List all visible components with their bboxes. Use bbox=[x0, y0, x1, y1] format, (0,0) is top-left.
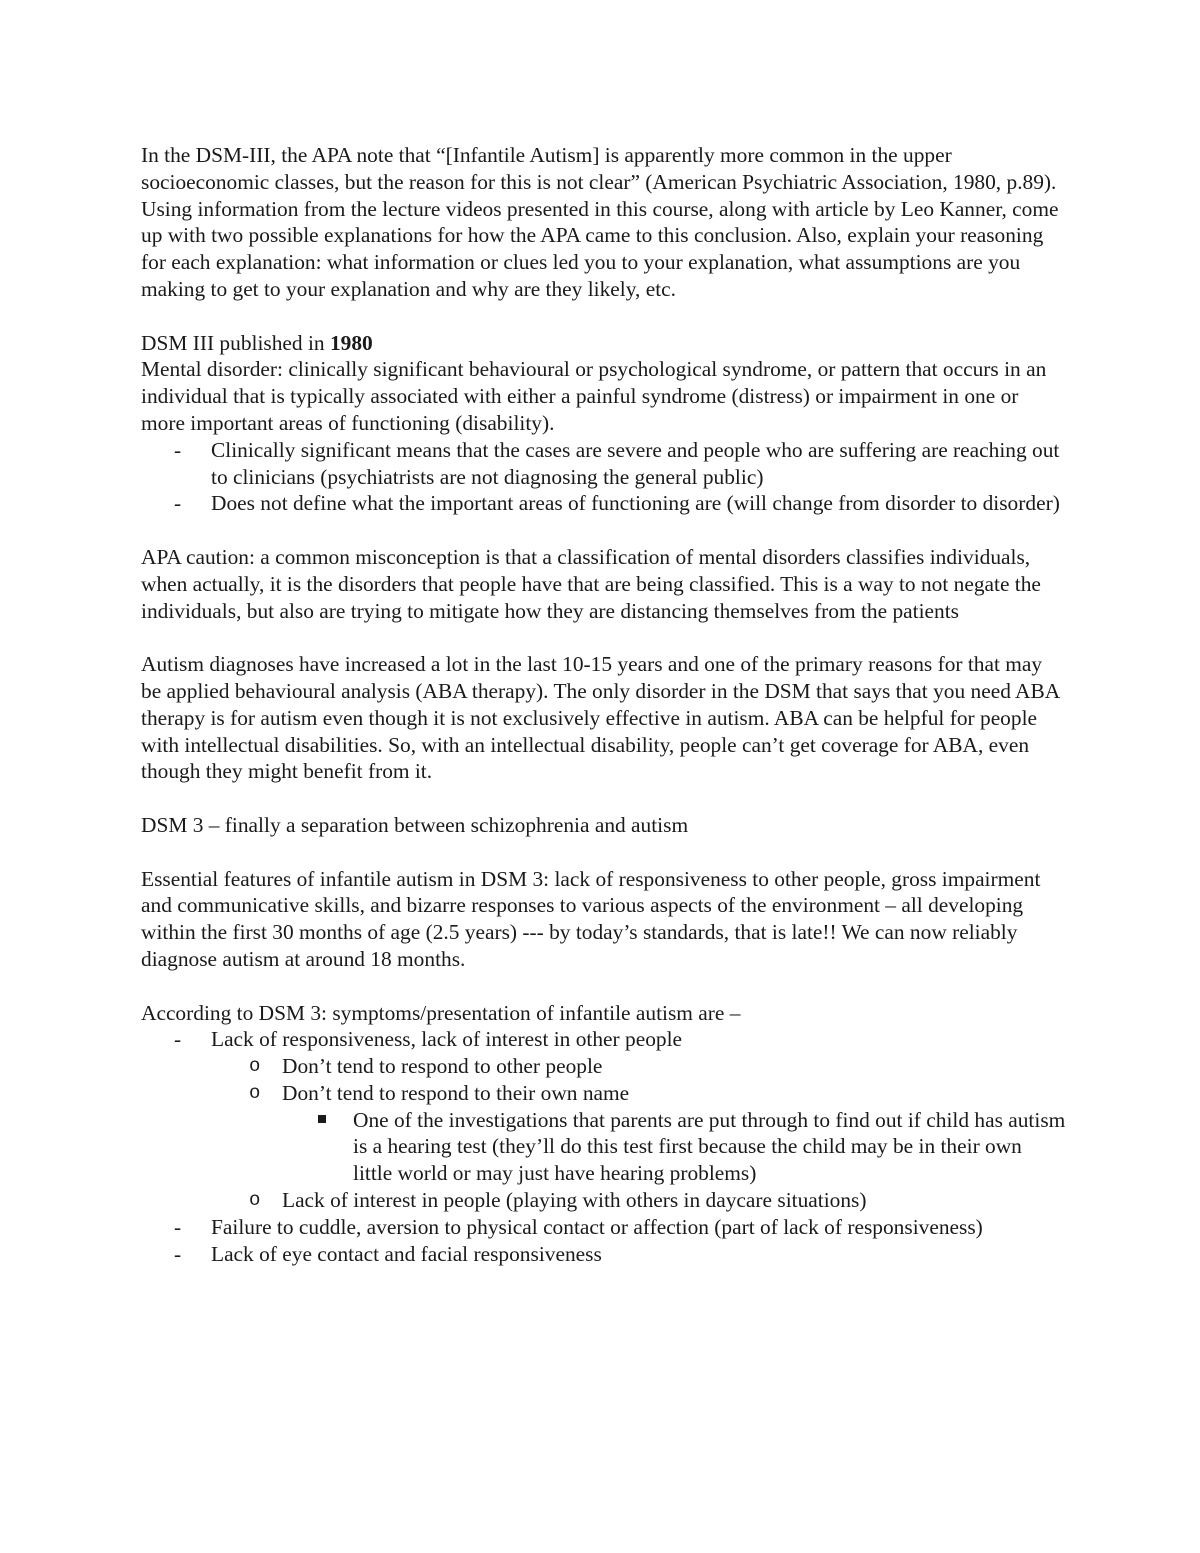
mental-disorder-definition: Mental disorder: clinically significant behavioural or psychological syndrome, or pattern that occurs in an individual that is typically associated with either a painful syndrome (distress) or impairment in one or more important areas of functioning (disability). bbox=[141, 357, 1047, 435]
list-item-text: Lack of responsiveness, lack of interest in other people bbox=[211, 1027, 683, 1052]
separation-paragraph: DSM 3 – finally a separation between schizophrenia and autism bbox=[141, 812, 689, 837]
symptoms-intro: According to DSM 3: symptoms/presentation of infantile autism are – bbox=[141, 1000, 741, 1025]
list-item bbox=[141, 1214, 1066, 1241]
list-item bbox=[141, 1187, 1066, 1214]
symptoms-list bbox=[141, 1026, 1066, 1267]
list-item bbox=[141, 1080, 1066, 1187]
dash-marker: - bbox=[174, 1241, 182, 1266]
circle-marker: o bbox=[249, 1055, 261, 1078]
list-item bbox=[141, 1241, 1066, 1268]
dsm3-bullet-list bbox=[141, 437, 1066, 517]
aba-paragraph: Autism diagnoses have increased a lot in the last 10-15 years and one of the primary reasons for that may be applied behavioural analysis (ABA therapy). The only disorder in the DSM that says that you need ABA therapy is for autism even though it is not exclusively effective in autism. ABA can be helpful for people with intellectual disabilities. So, with an intellectual disability, people can’t get coverage for ABA, even though they might benefit from it. bbox=[141, 652, 1060, 784]
list-item-text: Lack of eye contact and facial responsiveness bbox=[211, 1241, 602, 1266]
dash-marker: - bbox=[174, 1214, 182, 1239]
symptoms-subsublist bbox=[282, 1107, 1066, 1187]
circle-marker: o bbox=[249, 1189, 261, 1212]
list-item-text: Don’t tend to respond to their own name bbox=[282, 1080, 630, 1105]
list-item-text: Clinically significant means that the cases are severe and people who are suffering are reaching out to clinicians (psychiatrists are not diagnosing the general public) bbox=[211, 437, 1060, 489]
symptoms-sublist bbox=[211, 1053, 1066, 1214]
circle-marker: o bbox=[249, 1081, 261, 1104]
dash-marker: - bbox=[174, 437, 182, 462]
list-item bbox=[141, 437, 1066, 491]
square-bullet-marker bbox=[318, 1115, 326, 1123]
assignment-prompt: In the DSM-III, the APA note that “[Infantile Autism] is apparently more common in the upper socioeconomic classes, but the reason for this is not clear” (American Psychiatric Association, 1980, p.89). Using information from the lecture videos presented in this course, along with article by Leo Kanner, come up with two possible explanations for how the APA came to this conclusion. Also, explain your reasoning for each explanation: what information or clues led you to your explanation, what assumptions are you making to get to your explanation and why are they likely, etc. bbox=[141, 143, 1059, 301]
spacer bbox=[141, 839, 1066, 866]
spacer bbox=[141, 517, 1066, 544]
apa-caution-paragraph: APA caution: a common misconception is that a classification of mental disorders classifies individuals, when actually, it is the disorders that people have that are being classified. This is a way to not negate the individuals, but also are trying to mitigate how they are distancing themselves from the patients bbox=[141, 544, 1041, 623]
spacer bbox=[141, 973, 1066, 1000]
list-item bbox=[141, 1053, 1066, 1080]
list-item-text: Failure to cuddle, aversion to physical contact or affection (part of lack of responsiveness) bbox=[211, 1214, 983, 1239]
dash-marker: - bbox=[174, 1027, 182, 1052]
list-item-text: One of the investigations that parents are put through to find out if child has autism is a hearing test (they’ll do this test first because the child may be in their own little world or may just have hearing problems) bbox=[353, 1107, 1066, 1186]
list-item bbox=[141, 1026, 1066, 1214]
list-item bbox=[141, 1107, 1066, 1187]
dsm3-published-year: 1980 bbox=[329, 330, 373, 355]
essential-features-paragraph: Essential features of infantile autism in DSM 3: lack of responsiveness to other people, gross impairment and communicative skills, and bizarre responses to various aspects of the environment – all developing within the first 30 months of age (2.5 years) --- by today’s standards, that is late!! We can now reliably diagnose autism at around 18 months. bbox=[141, 866, 1041, 971]
dsm3-published-line bbox=[141, 330, 1066, 357]
document-page bbox=[141, 142, 1066, 1267]
list-item-text: Lack of interest in people (playing with others in daycare situations) bbox=[282, 1188, 867, 1213]
dsm3-published-prefix: DSM III published in bbox=[141, 330, 330, 355]
list-item bbox=[141, 490, 1066, 517]
spacer bbox=[141, 303, 1066, 330]
list-item-text: Don’t tend to respond to other people bbox=[282, 1054, 603, 1079]
list-item-text: Does not define what the important areas of functioning are (will change from disorder to disorder) bbox=[211, 491, 1060, 516]
dash-marker: - bbox=[174, 491, 182, 516]
spacer bbox=[141, 624, 1066, 651]
spacer bbox=[141, 785, 1066, 812]
